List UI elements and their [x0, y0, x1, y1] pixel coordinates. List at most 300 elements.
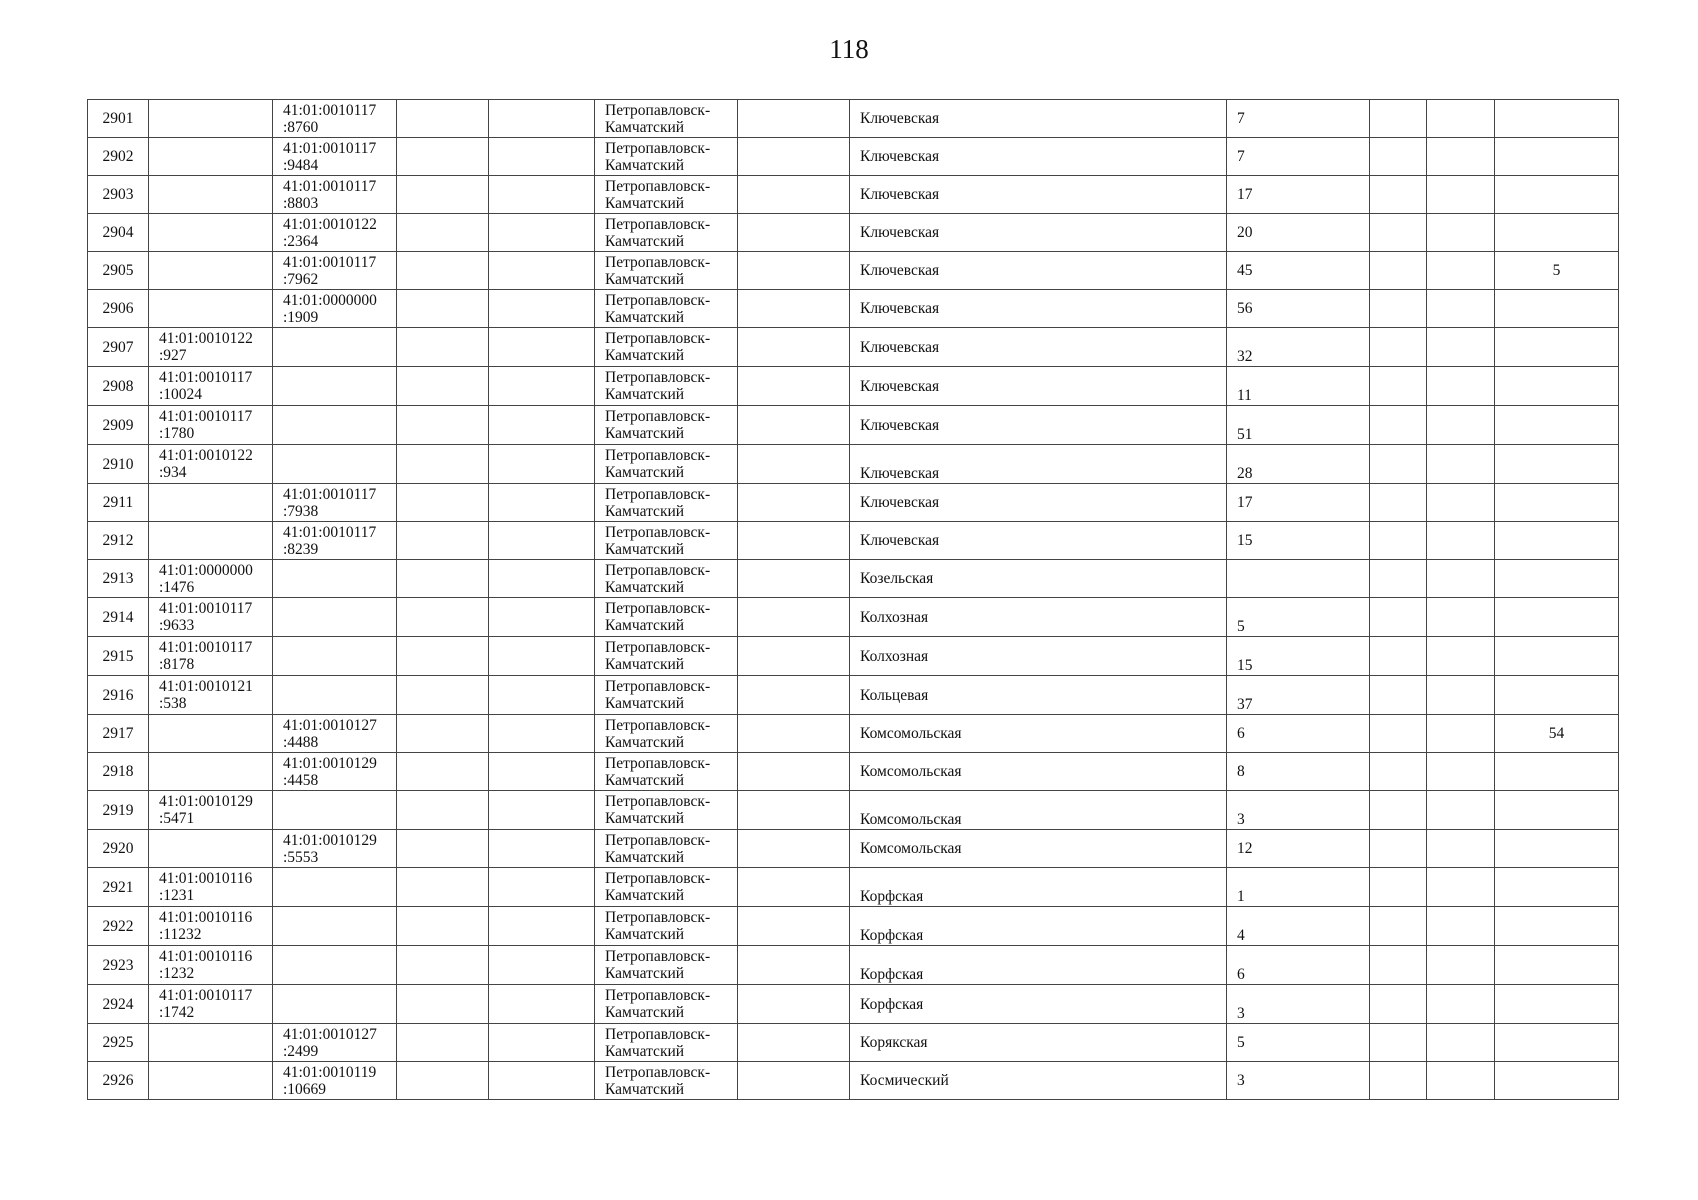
city-name: Петропавловск- Камчатский — [595, 100, 738, 138]
row-number: 2910 — [88, 445, 149, 484]
cadastral-number-a: 41:01:0010122 :927 — [149, 328, 273, 367]
table-row — [88, 138, 1619, 176]
city-name: Петропавловск- Камчатский — [595, 367, 738, 406]
flat-number — [1495, 484, 1619, 522]
empty-cell — [1370, 484, 1427, 522]
city-name: Петропавловск- Камчатский — [595, 560, 738, 598]
cadastral-number-a — [149, 214, 273, 252]
empty-cell — [1427, 946, 1495, 985]
cadastral-number-a: 41:01:0010129 :5471 — [149, 791, 273, 830]
empty-cell — [1370, 100, 1427, 138]
empty-cell — [1427, 406, 1495, 445]
empty-cell — [1427, 715, 1495, 753]
empty-cell — [489, 560, 595, 598]
city-name: Петропавловск- Камчатский — [595, 328, 738, 367]
empty-cell — [1370, 252, 1427, 290]
empty-cell — [397, 484, 489, 522]
empty-cell — [1427, 290, 1495, 328]
row-number: 2919 — [88, 791, 149, 830]
street-name: Корфская — [850, 985, 1227, 1024]
house-number: 7 — [1227, 138, 1370, 176]
empty-cell — [397, 868, 489, 907]
empty-cell — [397, 753, 489, 791]
empty-cell — [738, 290, 850, 328]
row-number: 2914 — [88, 598, 149, 637]
cadastral-number-b — [273, 406, 397, 445]
street-name: Колхозная — [850, 598, 1227, 637]
empty-cell — [397, 715, 489, 753]
empty-cell — [489, 715, 595, 753]
empty-cell — [489, 138, 595, 176]
row-number: 2917 — [88, 715, 149, 753]
cadastral-number-a — [149, 1062, 273, 1100]
empty-cell — [738, 753, 850, 791]
row-number: 2915 — [88, 637, 149, 676]
empty-cell — [489, 1062, 595, 1100]
cadastral-number-b: 41:01:0010117 :8239 — [273, 522, 397, 560]
cadastral-number-a: 41:01:0010117 :10024 — [149, 367, 273, 406]
table-row — [88, 100, 1619, 138]
empty-cell — [1370, 367, 1427, 406]
empty-cell — [397, 138, 489, 176]
street-name: Ключевская — [850, 100, 1227, 138]
row-number: 2924 — [88, 985, 149, 1024]
row-number: 2906 — [88, 290, 149, 328]
cadastral-number-b — [273, 328, 397, 367]
cadastral-number-a: 41:01:0010116 :1231 — [149, 868, 273, 907]
cadastral-number-a — [149, 1024, 273, 1062]
city-name: Петропавловск- Камчатский — [595, 598, 738, 637]
flat-number — [1495, 367, 1619, 406]
table-row — [88, 946, 1619, 985]
flat-number — [1495, 138, 1619, 176]
house-number: 6 — [1227, 715, 1370, 753]
cadastral-number-b: 41:01:0010122 :2364 — [273, 214, 397, 252]
empty-cell — [489, 484, 595, 522]
table-row — [88, 791, 1619, 830]
house-number: 51 — [1227, 406, 1370, 445]
empty-cell — [1370, 791, 1427, 830]
empty-cell — [1370, 176, 1427, 214]
table-row — [88, 328, 1619, 367]
empty-cell — [1370, 676, 1427, 715]
cadastral-number-a — [149, 830, 273, 868]
flat-number — [1495, 214, 1619, 252]
empty-cell — [1427, 1024, 1495, 1062]
empty-cell — [1370, 753, 1427, 791]
empty-cell — [1370, 445, 1427, 484]
street-name: Колхозная — [850, 637, 1227, 676]
house-number: 17 — [1227, 176, 1370, 214]
table-row — [88, 445, 1619, 484]
empty-cell — [1427, 100, 1495, 138]
empty-cell — [397, 445, 489, 484]
row-number: 2907 — [88, 328, 149, 367]
row-number: 2912 — [88, 522, 149, 560]
house-number: 32 — [1227, 328, 1370, 367]
flat-number — [1495, 637, 1619, 676]
empty-cell — [1427, 560, 1495, 598]
empty-cell — [397, 406, 489, 445]
table-row — [88, 907, 1619, 946]
table-row — [88, 1062, 1619, 1100]
cadastral-number-a — [149, 252, 273, 290]
empty-cell — [397, 1062, 489, 1100]
flat-number — [1495, 290, 1619, 328]
cadastral-number-a — [149, 715, 273, 753]
city-name: Петропавловск- Камчатский — [595, 176, 738, 214]
empty-cell — [738, 522, 850, 560]
empty-cell — [738, 1062, 850, 1100]
empty-cell — [1370, 637, 1427, 676]
flat-number: 5 — [1495, 252, 1619, 290]
empty-cell — [738, 214, 850, 252]
table-row — [88, 676, 1619, 715]
empty-cell — [738, 868, 850, 907]
street-name: Ключевская — [850, 252, 1227, 290]
cadastral-number-a: 41:01:0010117 :1780 — [149, 406, 273, 445]
empty-cell — [1370, 830, 1427, 868]
house-number: 15 — [1227, 637, 1370, 676]
empty-cell — [1427, 676, 1495, 715]
house-number: 3 — [1227, 1062, 1370, 1100]
empty-cell — [1427, 907, 1495, 946]
empty-cell — [1370, 598, 1427, 637]
row-number: 2918 — [88, 753, 149, 791]
cadastral-number-b — [273, 791, 397, 830]
flat-number — [1495, 100, 1619, 138]
cadastral-number-a: 41:01:0010117 :1742 — [149, 985, 273, 1024]
empty-cell — [489, 445, 595, 484]
house-number — [1227, 560, 1370, 598]
empty-cell — [397, 637, 489, 676]
street-name: Ключевская — [850, 522, 1227, 560]
house-number: 11 — [1227, 367, 1370, 406]
street-name: Ключевская — [850, 328, 1227, 367]
city-name: Петропавловск- Камчатский — [595, 252, 738, 290]
empty-cell — [1370, 406, 1427, 445]
house-number: 17 — [1227, 484, 1370, 522]
flat-number — [1495, 946, 1619, 985]
empty-cell — [489, 214, 595, 252]
empty-cell — [489, 252, 595, 290]
cadastral-number-a — [149, 290, 273, 328]
street-name: Корякская — [850, 1024, 1227, 1062]
empty-cell — [738, 985, 850, 1024]
cadastral-number-b: 41:01:0010117 :8760 — [273, 100, 397, 138]
empty-cell — [1370, 1062, 1427, 1100]
flat-number — [1495, 868, 1619, 907]
house-number: 8 — [1227, 753, 1370, 791]
empty-cell — [397, 907, 489, 946]
row-number: 2921 — [88, 868, 149, 907]
street-name: Ключевская — [850, 290, 1227, 328]
empty-cell — [738, 676, 850, 715]
city-name: Петропавловск- Камчатский — [595, 868, 738, 907]
empty-cell — [738, 598, 850, 637]
table-row — [88, 868, 1619, 907]
empty-cell — [397, 946, 489, 985]
house-number: 20 — [1227, 214, 1370, 252]
empty-cell — [738, 445, 850, 484]
house-number: 7 — [1227, 100, 1370, 138]
empty-cell — [489, 637, 595, 676]
flat-number — [1495, 445, 1619, 484]
empty-cell — [738, 176, 850, 214]
page-number: 118 — [829, 34, 869, 64]
house-number: 1 — [1227, 868, 1370, 907]
street-name: Комсомольская — [850, 830, 1227, 868]
cadastral-number-b: 41:01:0010129 :4458 — [273, 753, 397, 791]
empty-cell — [1427, 328, 1495, 367]
flat-number — [1495, 1062, 1619, 1100]
house-number: 5 — [1227, 598, 1370, 637]
cadastral-number-a — [149, 100, 273, 138]
flat-number — [1495, 176, 1619, 214]
row-number: 2903 — [88, 176, 149, 214]
flat-number — [1495, 522, 1619, 560]
city-name: Петропавловск- Камчатский — [595, 522, 738, 560]
city-name: Петропавловск- Камчатский — [595, 214, 738, 252]
city-name: Петропавловск- Камчатский — [595, 484, 738, 522]
street-name: Корфская — [850, 868, 1227, 907]
table-row — [88, 522, 1619, 560]
cadastral-number-b — [273, 367, 397, 406]
street-name: Кольцевая — [850, 676, 1227, 715]
row-number: 2909 — [88, 406, 149, 445]
empty-cell — [738, 830, 850, 868]
empty-cell — [1370, 985, 1427, 1024]
table-row — [88, 367, 1619, 406]
street-name: Комсомольская — [850, 715, 1227, 753]
cadastral-number-b: 41:01:0010117 :8803 — [273, 176, 397, 214]
empty-cell — [489, 176, 595, 214]
empty-cell — [738, 100, 850, 138]
table-row — [88, 830, 1619, 868]
flat-number — [1495, 328, 1619, 367]
empty-cell — [738, 560, 850, 598]
table-row — [88, 252, 1619, 290]
city-name: Петропавловск- Камчатский — [595, 753, 738, 791]
empty-cell — [1427, 1062, 1495, 1100]
empty-cell — [489, 830, 595, 868]
empty-cell — [738, 367, 850, 406]
cadastral-number-b: 41:01:0010129 :5553 — [273, 830, 397, 868]
flat-number — [1495, 753, 1619, 791]
row-number: 2901 — [88, 100, 149, 138]
empty-cell — [1370, 214, 1427, 252]
empty-cell — [397, 985, 489, 1024]
empty-cell — [738, 715, 850, 753]
empty-cell — [489, 676, 595, 715]
row-number: 2913 — [88, 560, 149, 598]
cadastral-number-b: 41:01:0010117 :9484 — [273, 138, 397, 176]
row-number: 2922 — [88, 907, 149, 946]
city-name: Петропавловск- Камчатский — [595, 637, 738, 676]
street-name: Ключевская — [850, 406, 1227, 445]
street-name: Ключевская — [850, 484, 1227, 522]
row-number: 2911 — [88, 484, 149, 522]
city-name: Петропавловск- Камчатский — [595, 791, 738, 830]
empty-cell — [397, 1024, 489, 1062]
empty-cell — [1370, 907, 1427, 946]
empty-cell — [1427, 753, 1495, 791]
city-name: Петропавловск- Камчатский — [595, 1062, 738, 1100]
empty-cell — [1370, 138, 1427, 176]
empty-cell — [1427, 176, 1495, 214]
city-name: Петропавловск- Камчатский — [595, 946, 738, 985]
empty-cell — [1427, 637, 1495, 676]
flat-number — [1495, 907, 1619, 946]
row-number: 2916 — [88, 676, 149, 715]
street-name: Ключевская — [850, 214, 1227, 252]
row-number: 2926 — [88, 1062, 149, 1100]
city-name: Петропавловск- Камчатский — [595, 676, 738, 715]
empty-cell — [1427, 214, 1495, 252]
street-name: Космический — [850, 1062, 1227, 1100]
empty-cell — [738, 1024, 850, 1062]
row-number: 2920 — [88, 830, 149, 868]
empty-cell — [1427, 598, 1495, 637]
empty-cell — [1427, 445, 1495, 484]
row-number: 2923 — [88, 946, 149, 985]
empty-cell — [1427, 367, 1495, 406]
table-row — [88, 290, 1619, 328]
empty-cell — [397, 676, 489, 715]
empty-cell — [738, 252, 850, 290]
empty-cell — [1427, 484, 1495, 522]
house-number: 6 — [1227, 946, 1370, 985]
row-number: 2908 — [88, 367, 149, 406]
street-name: Корфская — [850, 907, 1227, 946]
cadastral-number-b — [273, 985, 397, 1024]
table-row — [88, 753, 1619, 791]
flat-number — [1495, 598, 1619, 637]
house-number: 5 — [1227, 1024, 1370, 1062]
cadastral-number-b: 41:01:0010117 :7938 — [273, 484, 397, 522]
empty-cell — [738, 946, 850, 985]
house-number: 37 — [1227, 676, 1370, 715]
empty-cell — [1370, 1024, 1427, 1062]
city-name: Петропавловск- Камчатский — [595, 907, 738, 946]
empty-cell — [489, 1024, 595, 1062]
empty-cell — [738, 328, 850, 367]
cadastral-number-a — [149, 138, 273, 176]
flat-number — [1495, 1024, 1619, 1062]
street-name: Комсомольская — [850, 753, 1227, 791]
flat-number — [1495, 560, 1619, 598]
table-row — [88, 484, 1619, 522]
cadastral-number-b — [273, 445, 397, 484]
cadastral-number-b: 41:01:0010127 :4488 — [273, 715, 397, 753]
empty-cell — [1427, 868, 1495, 907]
empty-cell — [1370, 290, 1427, 328]
cadastral-number-a: 41:01:0000000 :1476 — [149, 560, 273, 598]
empty-cell — [738, 791, 850, 830]
cadastral-number-a: 41:01:0010121 :538 — [149, 676, 273, 715]
city-name: Петропавловск- Камчатский — [595, 138, 738, 176]
empty-cell — [397, 252, 489, 290]
table-row — [88, 985, 1619, 1024]
registry-table — [87, 99, 1619, 1100]
house-number: 15 — [1227, 522, 1370, 560]
registry-body — [88, 100, 1619, 1100]
empty-cell — [489, 907, 595, 946]
cadastral-number-a — [149, 753, 273, 791]
empty-cell — [397, 830, 489, 868]
empty-cell — [489, 946, 595, 985]
house-number: 4 — [1227, 907, 1370, 946]
cadastral-number-b — [273, 868, 397, 907]
empty-cell — [1427, 252, 1495, 290]
empty-cell — [489, 406, 595, 445]
street-name: Комсомольская — [850, 791, 1227, 830]
empty-cell — [738, 138, 850, 176]
row-number: 2902 — [88, 138, 149, 176]
city-name: Петропавловск- Камчатский — [595, 290, 738, 328]
cadastral-number-b — [273, 676, 397, 715]
flat-number — [1495, 406, 1619, 445]
empty-cell — [738, 484, 850, 522]
empty-cell — [397, 328, 489, 367]
empty-cell — [397, 791, 489, 830]
table-row — [88, 715, 1619, 753]
empty-cell — [397, 560, 489, 598]
empty-cell — [397, 598, 489, 637]
house-number: 12 — [1227, 830, 1370, 868]
empty-cell — [489, 791, 595, 830]
cadastral-number-b: 41:01:0010119 :10669 — [273, 1062, 397, 1100]
empty-cell — [397, 367, 489, 406]
cadastral-number-a: 41:01:0010122 :934 — [149, 445, 273, 484]
cadastral-number-b: 41:01:0010127 :2499 — [273, 1024, 397, 1062]
city-name: Петропавловск- Камчатский — [595, 830, 738, 868]
empty-cell — [738, 637, 850, 676]
house-number: 3 — [1227, 985, 1370, 1024]
city-name: Петропавловск- Камчатский — [595, 445, 738, 484]
empty-cell — [489, 522, 595, 560]
table-row — [88, 406, 1619, 445]
cadastral-number-b — [273, 907, 397, 946]
cadastral-number-b — [273, 560, 397, 598]
cadastral-number-a — [149, 522, 273, 560]
cadastral-number-b — [273, 946, 397, 985]
cadastral-number-a: 41:01:0010116 :11232 — [149, 907, 273, 946]
empty-cell — [489, 328, 595, 367]
cadastral-number-b — [273, 637, 397, 676]
flat-number — [1495, 985, 1619, 1024]
city-name: Петропавловск- Камчатский — [595, 985, 738, 1024]
flat-number — [1495, 791, 1619, 830]
empty-cell — [1370, 715, 1427, 753]
empty-cell — [1427, 985, 1495, 1024]
cadastral-number-b: 41:01:0000000 :1909 — [273, 290, 397, 328]
empty-cell — [489, 290, 595, 328]
empty-cell — [397, 290, 489, 328]
empty-cell — [1370, 946, 1427, 985]
street-name: Ключевская — [850, 367, 1227, 406]
empty-cell — [489, 753, 595, 791]
house-number: 56 — [1227, 290, 1370, 328]
empty-cell — [1370, 522, 1427, 560]
table-row — [88, 214, 1619, 252]
cadastral-number-a — [149, 176, 273, 214]
empty-cell — [489, 367, 595, 406]
city-name: Петропавловск- Камчатский — [595, 406, 738, 445]
street-name: Ключевская — [850, 445, 1227, 484]
row-number: 2904 — [88, 214, 149, 252]
city-name: Петропавловск- Камчатский — [595, 1024, 738, 1062]
